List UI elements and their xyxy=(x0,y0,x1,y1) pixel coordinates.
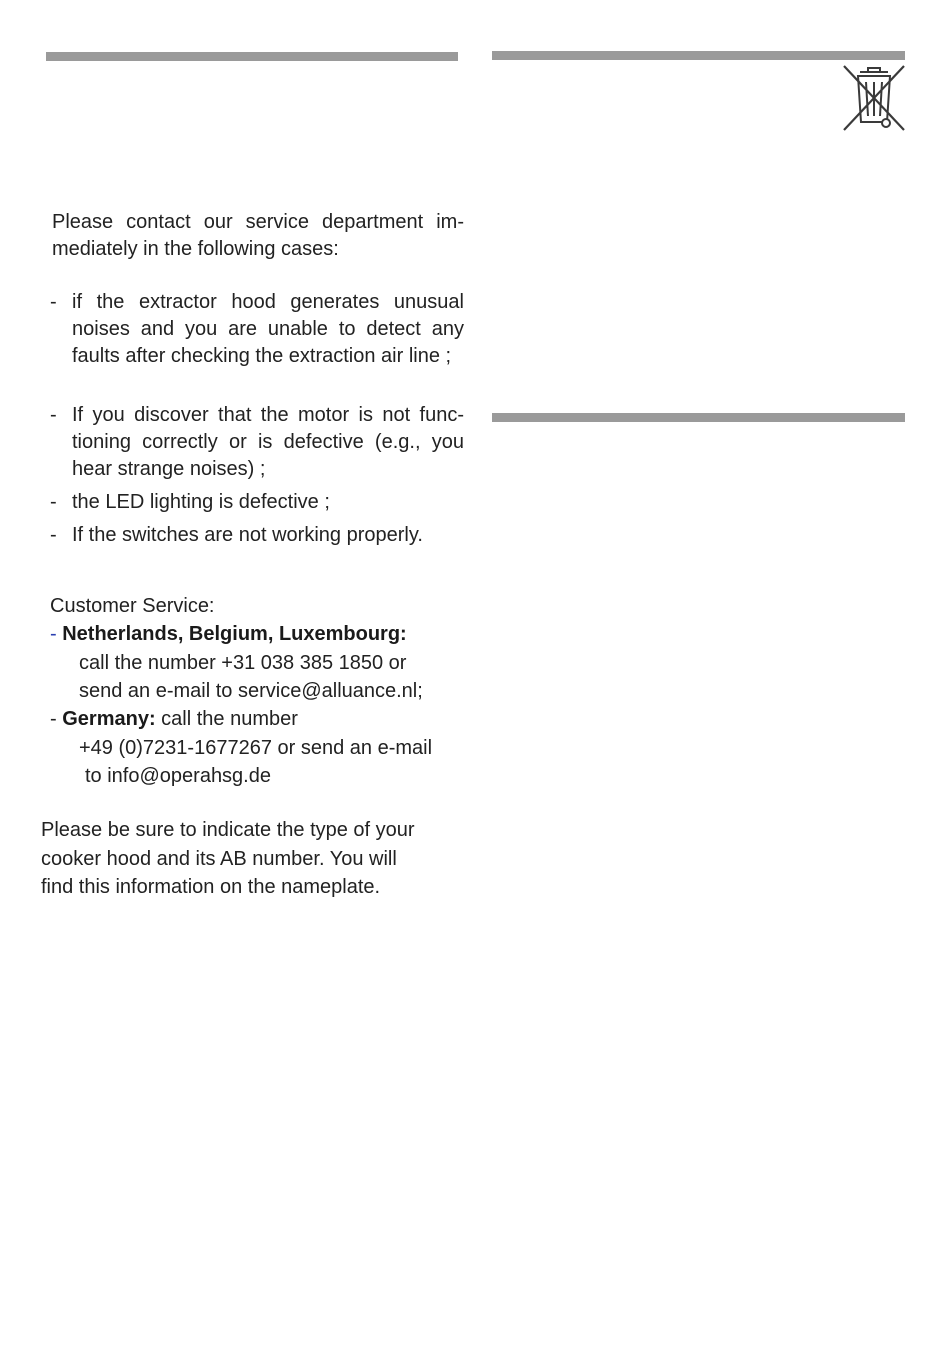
service-de-email: to info@operahsg.de xyxy=(85,765,271,787)
list-dash: - xyxy=(50,291,57,313)
section-bar-right-top xyxy=(492,51,905,60)
list-dash: - xyxy=(50,491,57,513)
list-dash: - xyxy=(50,708,57,730)
list-item-text: If you discover that the motor is not func-tioning correctly or is defective (e.g., you hear strange noises) ; xyxy=(72,404,464,480)
service-nl-phone: call the number +31 038 385 1850 or xyxy=(79,652,407,674)
service-intro: Please contact our service department im-mediately in the following cases: xyxy=(52,211,464,260)
list-item-text: if the extractor hood generates unusual noises and you are unable to detect any faults after checking the extraction air line ; xyxy=(72,291,464,367)
service-de-phone: +49 (0)7231-1677267 or send an e-mail xyxy=(79,737,433,759)
service-nl-label: Netherlands, Belgium, Luxembourg: xyxy=(62,623,407,645)
section-bar-right-middle xyxy=(492,413,905,422)
section-bar-left-top xyxy=(46,52,458,61)
service-nl-label-line xyxy=(50,620,407,648)
note-line-3: find this information on the nameplate. xyxy=(41,876,381,898)
crossed-out-wheelie-bin-icon xyxy=(842,64,906,134)
note-line-2: cooker hood and its AB number. You will xyxy=(41,848,397,870)
list-item-led-defective xyxy=(50,489,464,516)
note-line-1: Please be sure to indicate the type of your xyxy=(41,819,415,841)
customer-service-heading: Customer Service: xyxy=(50,595,215,617)
list-item-text: the LED lighting is defective ; xyxy=(72,491,330,513)
list-dash: - xyxy=(50,404,57,426)
list-item-text: If the switches are not working properly. xyxy=(72,524,423,546)
list-item-switches xyxy=(50,522,464,549)
service-nl-email: send an e-mail to service@alluance.nl; xyxy=(79,680,423,702)
list-dash: - xyxy=(50,524,57,546)
list-item-motor-defective xyxy=(50,402,464,483)
service-de-label-line xyxy=(50,705,298,733)
list-dash: - xyxy=(50,623,57,645)
service-de-label: Germany: xyxy=(62,708,156,730)
list-item-unusual-noises xyxy=(50,289,464,370)
service-de-label-suffix: call the number xyxy=(155,708,298,730)
